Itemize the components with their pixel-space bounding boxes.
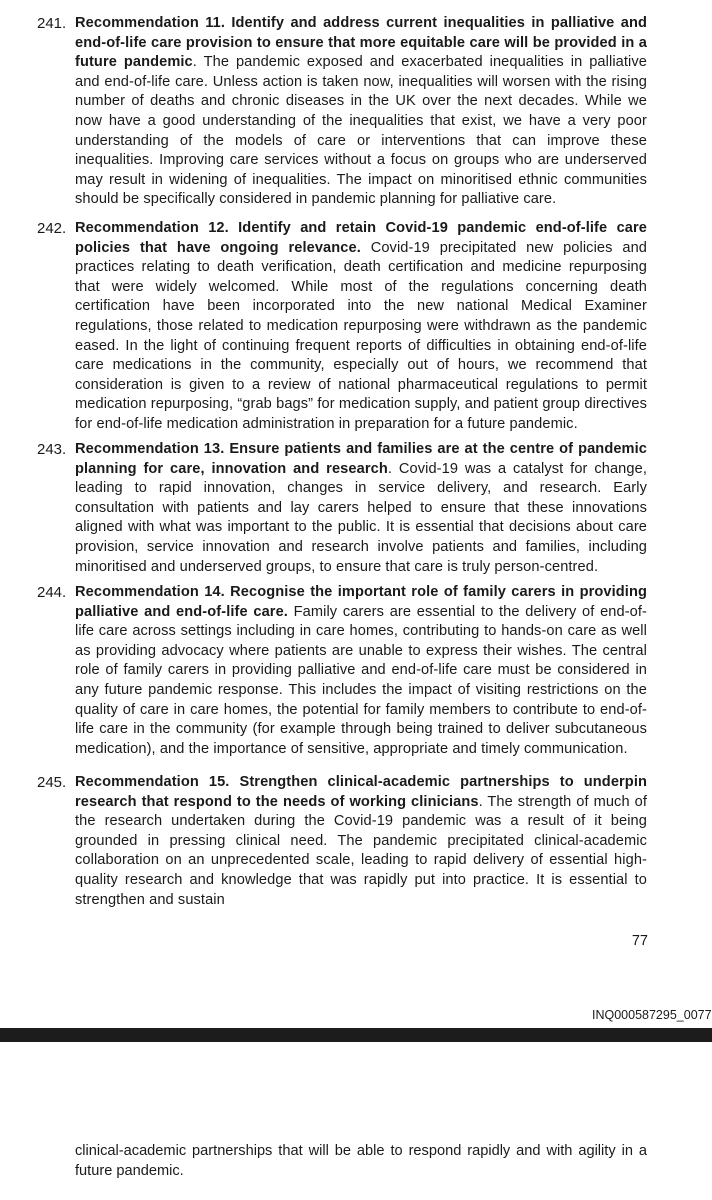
paragraph-245	[37, 773, 647, 910]
page-number: 77	[631, 933, 648, 949]
paragraph-text: Family carers are essential to the delivery of end-of-life care across settings including in care homes, contributing to hands-on care as well as providing advocacy where patients are unable to express their wishes. The central role of family carers in providing palliative and end-of-life care must be considered in any future pandemic response. This includes the impact of visiting restrictions on the quality of care in care homes, the potential for family members to contribute to end-of-life care in the community (for example through being trained to deliver subcutaneous medication), and the importance of sensitive, appropriate and timely communication.	[75, 603, 648, 757]
recommendation-heading: Recommendation 12. Identify and retain Covid-19 pandemic end-of-life care policies that have ongoing relevance.	[75, 220, 647, 256]
paragraph-text: . The strength of much of the research undertaken during the Covid-19 pandemic was a result of it being grounded in pressing clinical need. The pandemic precipitated clinical-academic collaboration on an unprecedented scale, leading to rapid delivery of essential high-quality research and knowledge that was rapidly put into practice. It is essential to strengthen and sustain	[75, 793, 647, 908]
paragraph-body	[75, 219, 647, 435]
paragraph-241	[37, 14, 647, 210]
recommendation-heading: Recommendation 15. Strengthen clinical-academic partnerships to underpin research that respond to the needs of working clinicians	[75, 774, 647, 810]
recommendation-heading: Recommendation 11. Identify and address current inequalities in palliative and end-of-life care provision to ensure that more equitable care will be provided in a future pandemic	[75, 15, 647, 71]
page-separator	[0, 1028, 712, 1042]
document-reference: INQ000587295_0077	[592, 1008, 712, 1022]
paragraph-text: Covid-19 precipitated new policies and practices relating to death verification, death certification and medicine repurposing that were widely welcomed. While most of the regulations concerning death certification have been incorporated into the new national Medical Examiner regulations, those related to medication repurposing were withdrawn as the pandemic eased. In the light of continuing frequent reports of difficulties in obtaining end-of-life care medications in the community, especially out of hours, we recommend that consideration is given to a review of national pharmaceutical regulations to permit medication repurposing, “grab bags” for medication supply, and patient group directives for end-of-life medication administration in preparation for a future pandemic.	[75, 239, 647, 432]
paragraph-244	[37, 583, 647, 759]
recommendation-heading: Recommendation 13. Ensure patients and families are at the centre of pandemic planning for care, innovation and research	[75, 441, 647, 477]
paragraph-number: 245.	[37, 774, 67, 791]
continuation-text: clinical-academic partnerships that will be able to respond rapidly and with agility in a future pandemic.	[75, 1143, 647, 1179]
paragraph-number: 241.	[37, 15, 67, 32]
paragraph-number: 243.	[37, 441, 67, 458]
paragraph-body	[75, 583, 647, 759]
paragraph-number: 242.	[37, 220, 67, 237]
paragraph-242	[37, 219, 647, 435]
paragraph-number: 244.	[37, 584, 67, 601]
paragraph-text: . The pandemic exposed and exacerbated inequalities in palliative and end-of-life care. Unless action is taken now, inequalities will worsen with the rising number of deaths and chronic diseases in the UK over the next decades. While we now have a good understanding of the inequalities that exist, we have a very poor understanding of the models of care or interventions that can improve these inequalities. Improving care services without a focus on groups who are underserved may result in widening of inequalities. The impact on minoritised ethnic communities should be specifically considered in pandemic planning for palliative care.	[75, 54, 647, 208]
paragraph-body	[75, 14, 647, 210]
recommendation-heading: Recommendation 14. Recognise the important role of family carers in providing palliative and end-of-life care.	[75, 584, 647, 620]
paragraph-text: . Covid-19 was a catalyst for change, leading to rapid innovation, changes in service delivery, and research. Early consultation with patients and lay carers helped to ensure that these innovations aligned with what was important to the public. It is essential that decisions about care provision, service innovation and research involve patients and families, including minoritised and underserved groups, to ensure that care is truly person-centred.	[75, 460, 647, 575]
paragraph-body	[75, 440, 647, 577]
paragraph-243	[37, 440, 647, 577]
next-page	[0, 1042, 712, 1200]
paragraph-body	[75, 773, 647, 910]
